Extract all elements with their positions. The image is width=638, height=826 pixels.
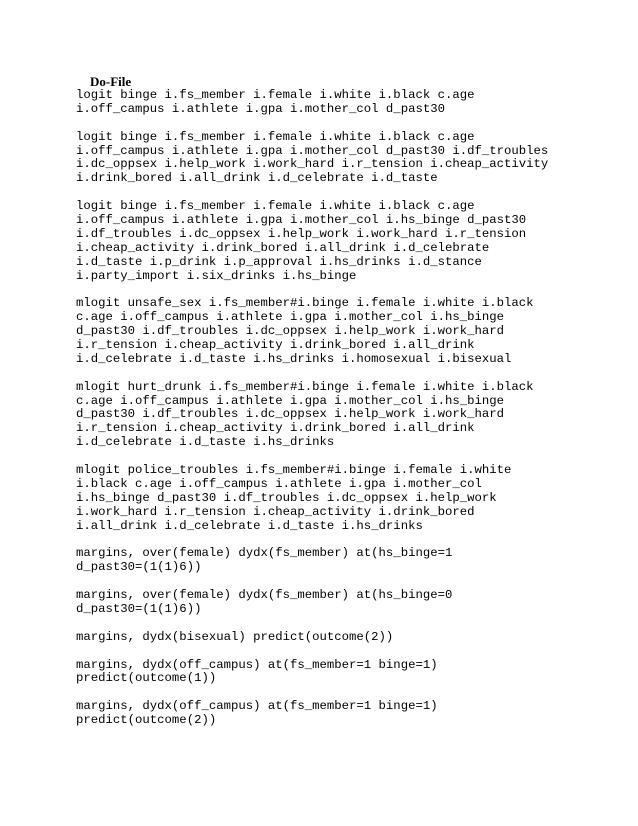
- code-line: margins, over(female) dydx(fs_member) at(hs_binge=0: [76, 588, 453, 603]
- code-line: i.off_campus i.athlete i.gpa i.mother_col d_past30: [76, 101, 445, 116]
- document-title: Do-File: [90, 74, 132, 89]
- code-line: d_past30 i.df_troubles i.dc_oppsex i.help_work i.work_hard: [76, 324, 505, 339]
- code-line: margins, dydx(off_campus) at(fs_member=1 binge=1): [76, 657, 438, 672]
- code-line: d_past30 i.df_troubles i.dc_oppsex i.help_work i.work_hard: [76, 407, 505, 422]
- code-block: [76, 589, 596, 617]
- code-block: [76, 131, 596, 187]
- code-line: logit binge i.fs_member i.female i.white i.black c.age: [76, 88, 475, 102]
- code-line: logit binge i.fs_member i.female i.white i.black c.age: [76, 199, 475, 214]
- code-line: i.d_celebrate i.d_taste i.hs_drinks i.homosexual i.bisexual: [76, 351, 512, 366]
- code-block: [76, 547, 596, 575]
- code-line: mlogit hurt_drunk i.fs_member#i.binge i.female i.white i.black: [76, 379, 534, 394]
- code-line: i.work_hard i.r_tension i.cheap_activity i.drink_bored: [76, 504, 475, 519]
- code-line: i.df_troubles i.dc_oppsex i.help_work i.work_hard i.r_tension: [76, 226, 527, 241]
- code-line: i.dc_oppsex i.help_work i.work_hard i.r_tension i.cheap_activity: [76, 157, 549, 172]
- code-block: [76, 200, 596, 283]
- code-line: margins, dydx(bisexual) predict(outcome(2)): [76, 629, 394, 644]
- code-line: i.r_tension i.cheap_activity i.drink_bored i.all_drink: [76, 421, 475, 436]
- code-block: [76, 89, 596, 117]
- code-line: i.drink_bored i.all_drink i.d_celebrate i.d_taste: [76, 171, 438, 186]
- code-line: margins, dydx(off_campus) at(fs_member=1 binge=1): [76, 699, 438, 714]
- code-block: [76, 381, 596, 450]
- code-line: i.off_campus i.athlete i.gpa i.mother_col d_past30 i.df_troubles: [76, 143, 549, 158]
- code-line: d_past30=(1(1)6)): [76, 601, 202, 616]
- code-line: i.d_taste i.p_drink i.p_approval i.hs_drinks i.d_stance: [76, 254, 482, 269]
- code-line: mlogit unsafe_sex i.fs_member#i.binge i.female i.white i.black: [76, 296, 534, 311]
- code-line: i.party_import i.six_drinks i.hs_binge: [76, 268, 357, 283]
- code-line: i.all_drink i.d_celebrate i.d_taste i.hs_drinks: [76, 518, 423, 533]
- code-block: [76, 700, 596, 728]
- code-block: [76, 631, 596, 645]
- code-line: i.cheap_activity i.drink_bored i.all_drink i.d_celebrate: [76, 240, 490, 255]
- code-line: c.age i.off_campus i.athlete i.gpa i.mother_col i.hs_binge: [76, 393, 505, 408]
- code-line: d_past30=(1(1)6)): [76, 560, 202, 575]
- code-line: i.r_tension i.cheap_activity i.drink_bored i.all_drink: [76, 338, 475, 353]
- code-line: predict(outcome(1)): [76, 671, 217, 686]
- code-line: i.black c.age i.off_campus i.athlete i.gpa i.mother_col: [76, 476, 482, 491]
- code-line: margins, over(female) dydx(fs_member) at(hs_binge=1: [76, 546, 453, 561]
- code-line: mlogit police_troubles i.fs_member#i.binge i.female i.white: [76, 463, 512, 478]
- code-line: i.hs_binge d_past30 i.df_troubles i.dc_oppsex i.help_work: [76, 490, 497, 505]
- code-listing: [76, 89, 596, 742]
- code-line: logit binge i.fs_member i.female i.white i.black c.age: [76, 129, 475, 144]
- code-line: predict(outcome(2)): [76, 713, 217, 728]
- code-line: c.age i.off_campus i.athlete i.gpa i.mother_col i.hs_binge: [76, 310, 505, 325]
- code-block: [76, 659, 596, 687]
- code-line: i.off_campus i.athlete i.gpa i.mother_col i.hs_binge d_past30: [76, 213, 527, 228]
- code-line: i.d_celebrate i.d_taste i.hs_drinks: [76, 435, 335, 450]
- code-block: [76, 297, 596, 366]
- code-block: [76, 464, 596, 533]
